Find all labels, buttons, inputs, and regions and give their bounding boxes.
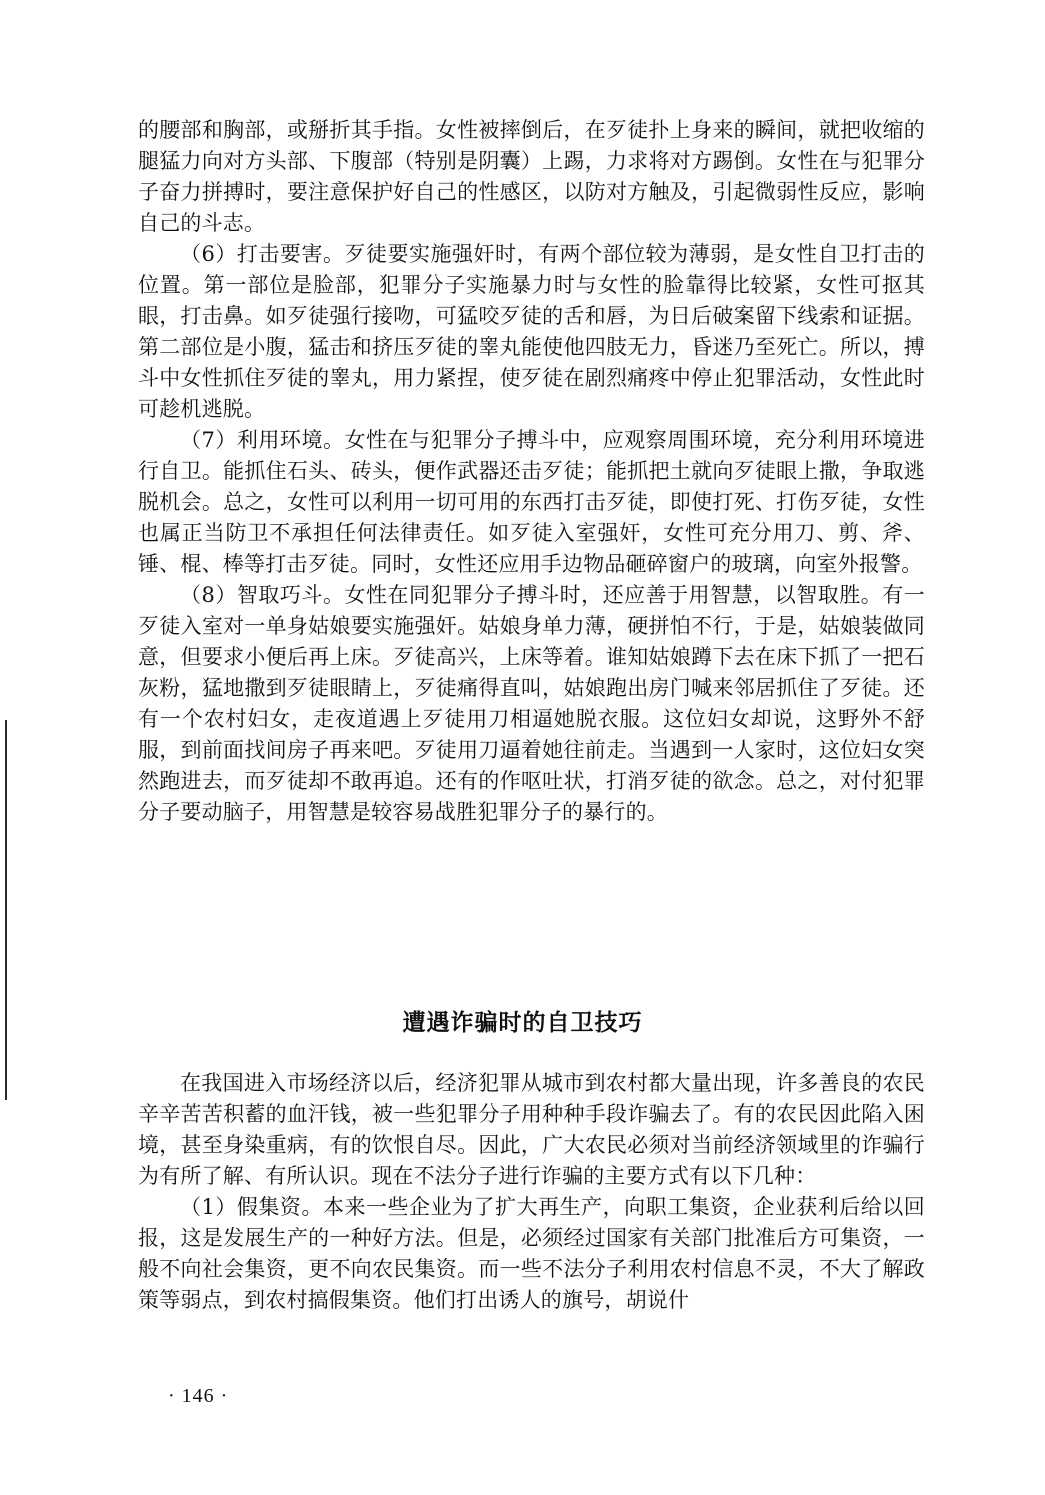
paragraph-fake-fundraising: （1）假集资。本来一些企业为了扩大再生产，向职工集资，企业获利后给以回报，这是发展生产的一种好方法。但是，必须经过国家有关部门批准后方可集资，一般不向社会集资，更不向农民集资。而一些不法分子利用农村信息不灵，不大了解政策等弱点，到农村搞假集资。他们打出诱人的旗号，胡说什 <box>138 1195 925 1312</box>
paragraph-strike-vital-points: （6）打击要害。歹徒要实施强奸时，有两个部位较为薄弱，是女性自卫打击的位置。第一部位是脸部，犯罪分子实施暴力时与女性的脸靠得比较紧，女性可抠其眼，打击鼻。如歹徒强行接吻，可猛咬歹徒的舌和唇，为日后破案留下线索和证据。第二部位是小腹，猛击和挤压歹徒的睾丸能使他四肢无力，昏迷乃至死亡。所以，搏斗中女性抓住歹徒的睾丸，用力紧捏，使歹徒在剧烈痛疼中停止犯罪活动，女性此时可趁机逃脱。 <box>138 242 925 421</box>
body-text-top <box>138 115 925 828</box>
paragraph-intro-fraud: 在我国进入市场经济以后，经济犯罪从城市到农村都大量出现，许多善良的农民辛辛苦苦积蓄的血汗钱，被一些犯罪分子用种种手段诈骗去了。有的农民因此陷入困境，甚至身染重病，有的饮恨自尽。因此，广大农民必须对当前经济领域里的诈骗行为有所了解、有所认识。现在不法分子进行诈骗的主要方式有以下几种： <box>138 1071 925 1188</box>
paragraph-use-environment: （7）利用环境。女性在与犯罪分子搏斗中，应观察周围环境，充分利用环境进行自卫。能抓住石头、砖头，便作武器还击歹徒；能抓把土就向歹徒眼上撒，争取逃脱机会。总之，女性可以利用一切可用的东西打击歹徒，即使打死、打伤歹徒，女性也属正当防卫不承担任何法律责任。如歹徒入室强奸，女性可充分用刀、剪、斧、锤、棍、棒等打击歹徒。同时，女性还应用手边物品砸碎窗户的玻璃，向室外报警。 <box>138 428 925 576</box>
paragraph-continued: 的腰部和胸部，或掰折其手指。女性被摔倒后，在歹徒扑上身来的瞬间，就把收缩的腿猛力向对方头部、下腹部（特别是阴囊）上踢，力求将对方踢倒。女性在与犯罪分子奋力拼搏时，要注意保护好自己的性感区，以防对方触及，引起微弱性反应，影响自己的斗志。 <box>138 118 925 235</box>
page-number: · 146 · <box>168 1385 229 1407</box>
section-title: 遭遇诈骗时的自卫技巧 <box>402 1010 643 1036</box>
paragraph-outwit: （8）智取巧斗。女性在同犯罪分子搏斗时，还应善于用智慧，以智取胜。有一歹徒入室对一单身姑娘要实施强奸。姑娘身单力薄，硬拼怕不行，于是，姑娘装做同意，但要求小便后再上床。歹徒高兴，上床等着。谁知姑娘蹲下去在床下抓了一把石灰粉，猛地撒到歹徒眼睛上，歹徒痛得直叫，姑娘跑出房门喊来邻居抓住了歹徒。还有一个农村妇女，走夜道遇上歹徒用刀相逼她脱衣服。这位妇女却说，这野外不舒服，到前面找间房子再来吧。歹徒用刀逼着她往前走。当遇到一人家时，这位妇女突然跑进去，而歹徒却不敢再追。还有的作呕吐状，打消歹徒的欲念。总之，对付犯罪分子要动脑子，用智慧是较容易战胜犯罪分子的暴行的。 <box>138 583 925 824</box>
scan-edge-line <box>5 720 7 1100</box>
body-text-bottom <box>138 1068 925 1316</box>
